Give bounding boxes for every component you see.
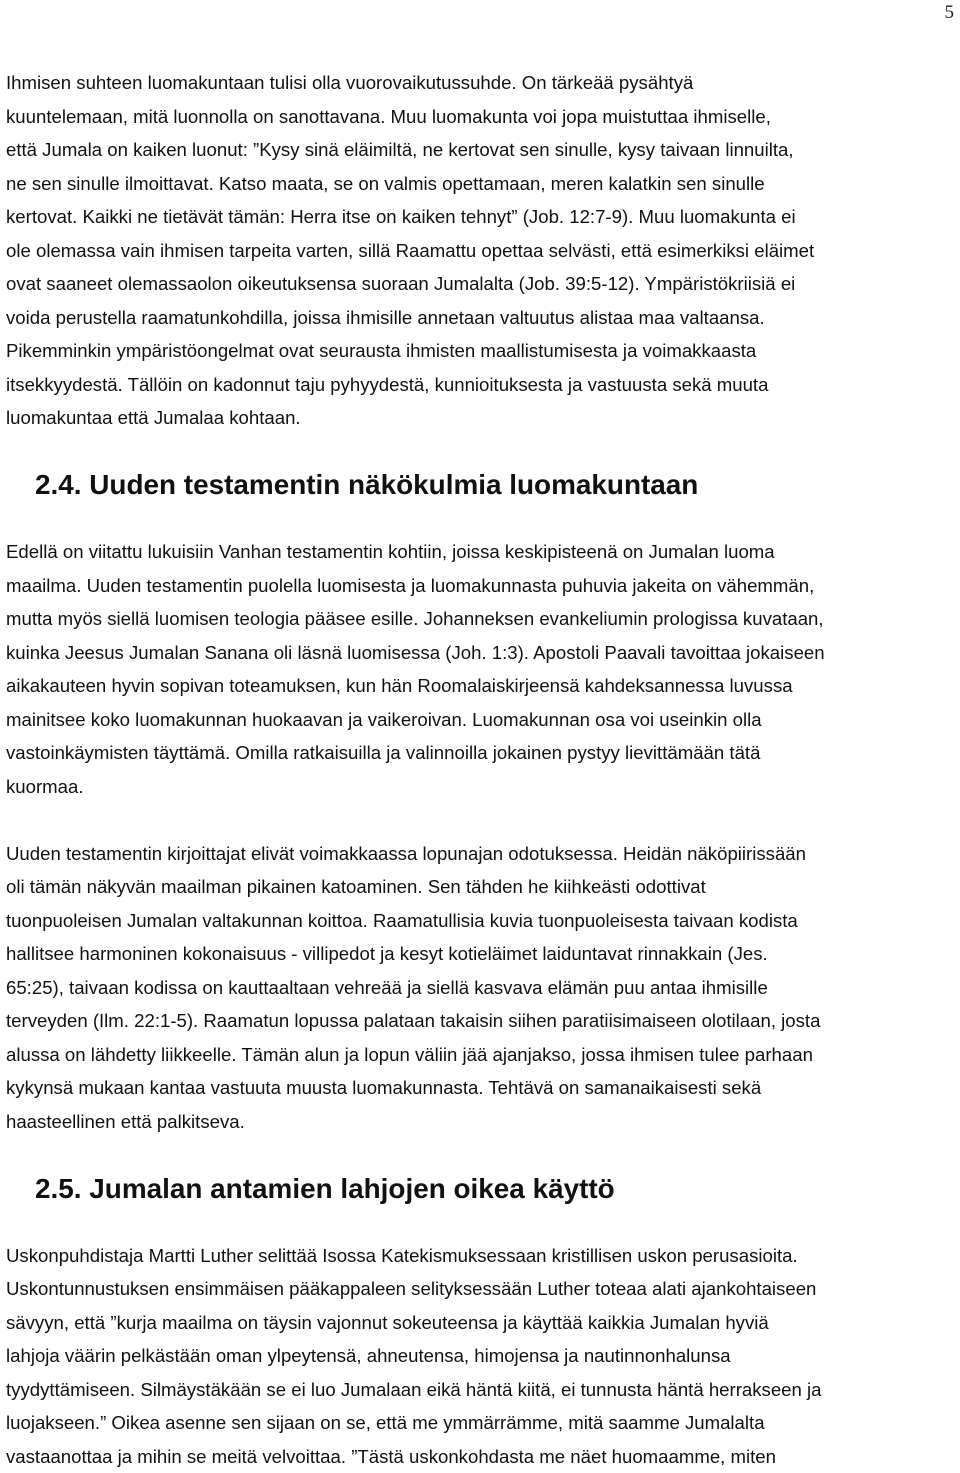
paragraph-gap <box>6 1205 956 1239</box>
text-line: ovat saaneet olemassaolon oikeutuksensa suoraan Jumalalta (Job. 39:5-12). Ympäristökriisiä ei <box>6 267 956 301</box>
text-line: voida perustella raamatunkohdilla, joissa ihmisille annetaan valtuutus alistaa maa valtaansa. <box>6 301 956 335</box>
text-line: että Jumala on kaiken luonut: ”Kysy sinä eläimiltä, ne kertovat sen sinulle, kysy taivaan linnuilta, <box>6 133 956 167</box>
paragraph-luther <box>6 1239 956 1473</box>
paragraph-new-testament <box>6 535 956 803</box>
paragraph-gap <box>6 435 956 469</box>
paragraph-end-times <box>6 837 956 1139</box>
document-body <box>6 66 956 1473</box>
paragraph-gap <box>6 1138 956 1172</box>
text-line: haasteellinen että palkitseva. <box>6 1105 956 1139</box>
page-number: 5 <box>945 2 955 24</box>
text-line: Pikemminkin ympäristöongelmat ovat seurausta ihmisten maallistumisesta ja voimakkaasta <box>6 334 956 368</box>
text-line: tyydyttämiseen. Silmäystäkään se ei luo Jumalaan eikä häntä kiitä, ei tunnusta häntä herrakseen ja <box>6 1373 956 1407</box>
text-line: Edellä on viitattu lukuisiin Vanhan testamentin kohtiin, joissa keskipisteenä on Jumalan luoma <box>6 535 956 569</box>
text-line: hallitsee harmoninen kokonaisuus - villipedot ja kesyt kotieläimet laiduntavat rinnakkain (Jes. <box>6 937 956 971</box>
text-line: kuuntelemaan, mitä luonnolla on sanottavana. Muu luomakunta voi jopa muistuttaa ihmiselle, <box>6 100 956 134</box>
text-line: Uskontunnustuksen ensimmäisen pääkappaleen selityksessään Luther toteaa alati ajankohtaiseen <box>6 1272 956 1306</box>
text-line: mainitsee koko luomakunnan huokaavan ja vaikeroivan. Luomakunnan osa voi useinkin olla <box>6 703 956 737</box>
text-line: Uskonpuhdistaja Martti Luther selittää Isossa Katekismuksessaan kristillisen uskon perusasioita. <box>6 1239 956 1273</box>
text-line: kuinka Jeesus Jumalan Sanana oli läsnä luomisessa (Joh. 1:3). Apostoli Paavali tavoittaa jokaiseen <box>6 636 956 670</box>
text-line: aikakauteen hyvin sopivan toteamuksen, kun hän Roomalaiskirjeensä kahdeksannessa luvussa <box>6 669 956 703</box>
paragraph-creation-relationship <box>6 66 956 435</box>
text-line: 65:25), taivaan kodissa on kauttaaltaan vehreää ja siellä kasvava elämän puu antaa ihmisille <box>6 971 956 1005</box>
paragraph-gap <box>6 803 956 837</box>
text-line: itsekkyydestä. Tällöin on kadonnut taju pyhyydestä, kunnioituksesta ja vastuusta sekä muuta <box>6 368 956 402</box>
text-line: oli tämän näkyvän maailman pikainen katoaminen. Sen tähden he kiihkeästi odottivat <box>6 870 956 904</box>
text-line: tuonpuoleisen Jumalan valtakunnan koittoa. Raamatullisia kuvia tuonpuoleisesta taivaan kodista <box>6 904 956 938</box>
text-line: vastaanottaa ja mihin se meitä velvoittaa. ”Tästä uskonkohdasta me näet huomaamme, miten <box>6 1440 956 1473</box>
text-line: ole olemassa vain ihmisen tarpeita varten, sillä Raamattu opettaa selvästi, että esimerkiksi eläimet <box>6 234 956 268</box>
text-line: mutta myös siellä luomisen teologia pääsee esille. Johanneksen evankeliumin prologissa kuvataan, <box>6 602 956 636</box>
text-line: kertovat. Kaikki ne tietävät tämän: Herra itse on kaiken tehnyt” (Job. 12:7-9). Muu luomakunta ei <box>6 200 956 234</box>
text-line: vastoinkäymisten täyttämä. Omilla ratkaisuilla ja valinnoilla jokainen pystyy lievittämään tätä <box>6 736 956 770</box>
text-line: maailma. Uuden testamentin puolella luomisesta ja luomakunnasta puhuvia jakeita on vähemmän, <box>6 569 956 603</box>
text-line: kuormaa. <box>6 770 956 804</box>
text-line: Uuden testamentin kirjoittajat elivät voimakkaassa lopunajan odotuksessa. Heidän näköpiirissään <box>6 837 956 871</box>
text-line: Ihmisen suhteen luomakuntaan tulisi olla vuorovaikutussuhde. On tärkeää pysähtyä <box>6 66 956 100</box>
paragraph-gap <box>6 502 956 536</box>
text-line: alussa on lähdetty liikkeelle. Tämän alun ja lopun väliin jää ajanjakso, jossa ihmisen tulee parhaan <box>6 1038 956 1072</box>
text-line: lahjoja väärin pelkästään oman ylpeytensä, ahneutensa, himojensa ja nautinnonhalunsa <box>6 1339 956 1373</box>
text-line: kykynsä mukaan kantaa vastuuta muusta luomakunnasta. Tehtävä on samanaikaisesti sekä <box>6 1071 956 1105</box>
section-heading-2-5: 2.5. Jumalan antamien lahjojen oikea käyttö <box>6 1172 956 1206</box>
text-line: terveyden (Ilm. 22:1-5). Raamatun lopussa palataan takaisin siihen paratiisimaiseen olotilaan, josta <box>6 1004 956 1038</box>
text-line: sävyyn, että ”kurja maailma on täysin vajonnut sokeuteensa ja käyttää kaikkia Jumalan hyviä <box>6 1306 956 1340</box>
text-line: ne sen sinulle ilmoittavat. Katso maata, se on valmis opettamaan, meren kalatkin sen sinulle <box>6 167 956 201</box>
text-line: luomakuntaa että Jumalaa kohtaan. <box>6 401 956 435</box>
text-line: luojakseen.” Oikea asenne sen sijaan on se, että me ymmärrämme, mitä saamme Jumalalta <box>6 1406 956 1440</box>
section-heading-2-4: 2.4. Uuden testamentin näkökulmia luomakuntaan <box>6 468 956 502</box>
